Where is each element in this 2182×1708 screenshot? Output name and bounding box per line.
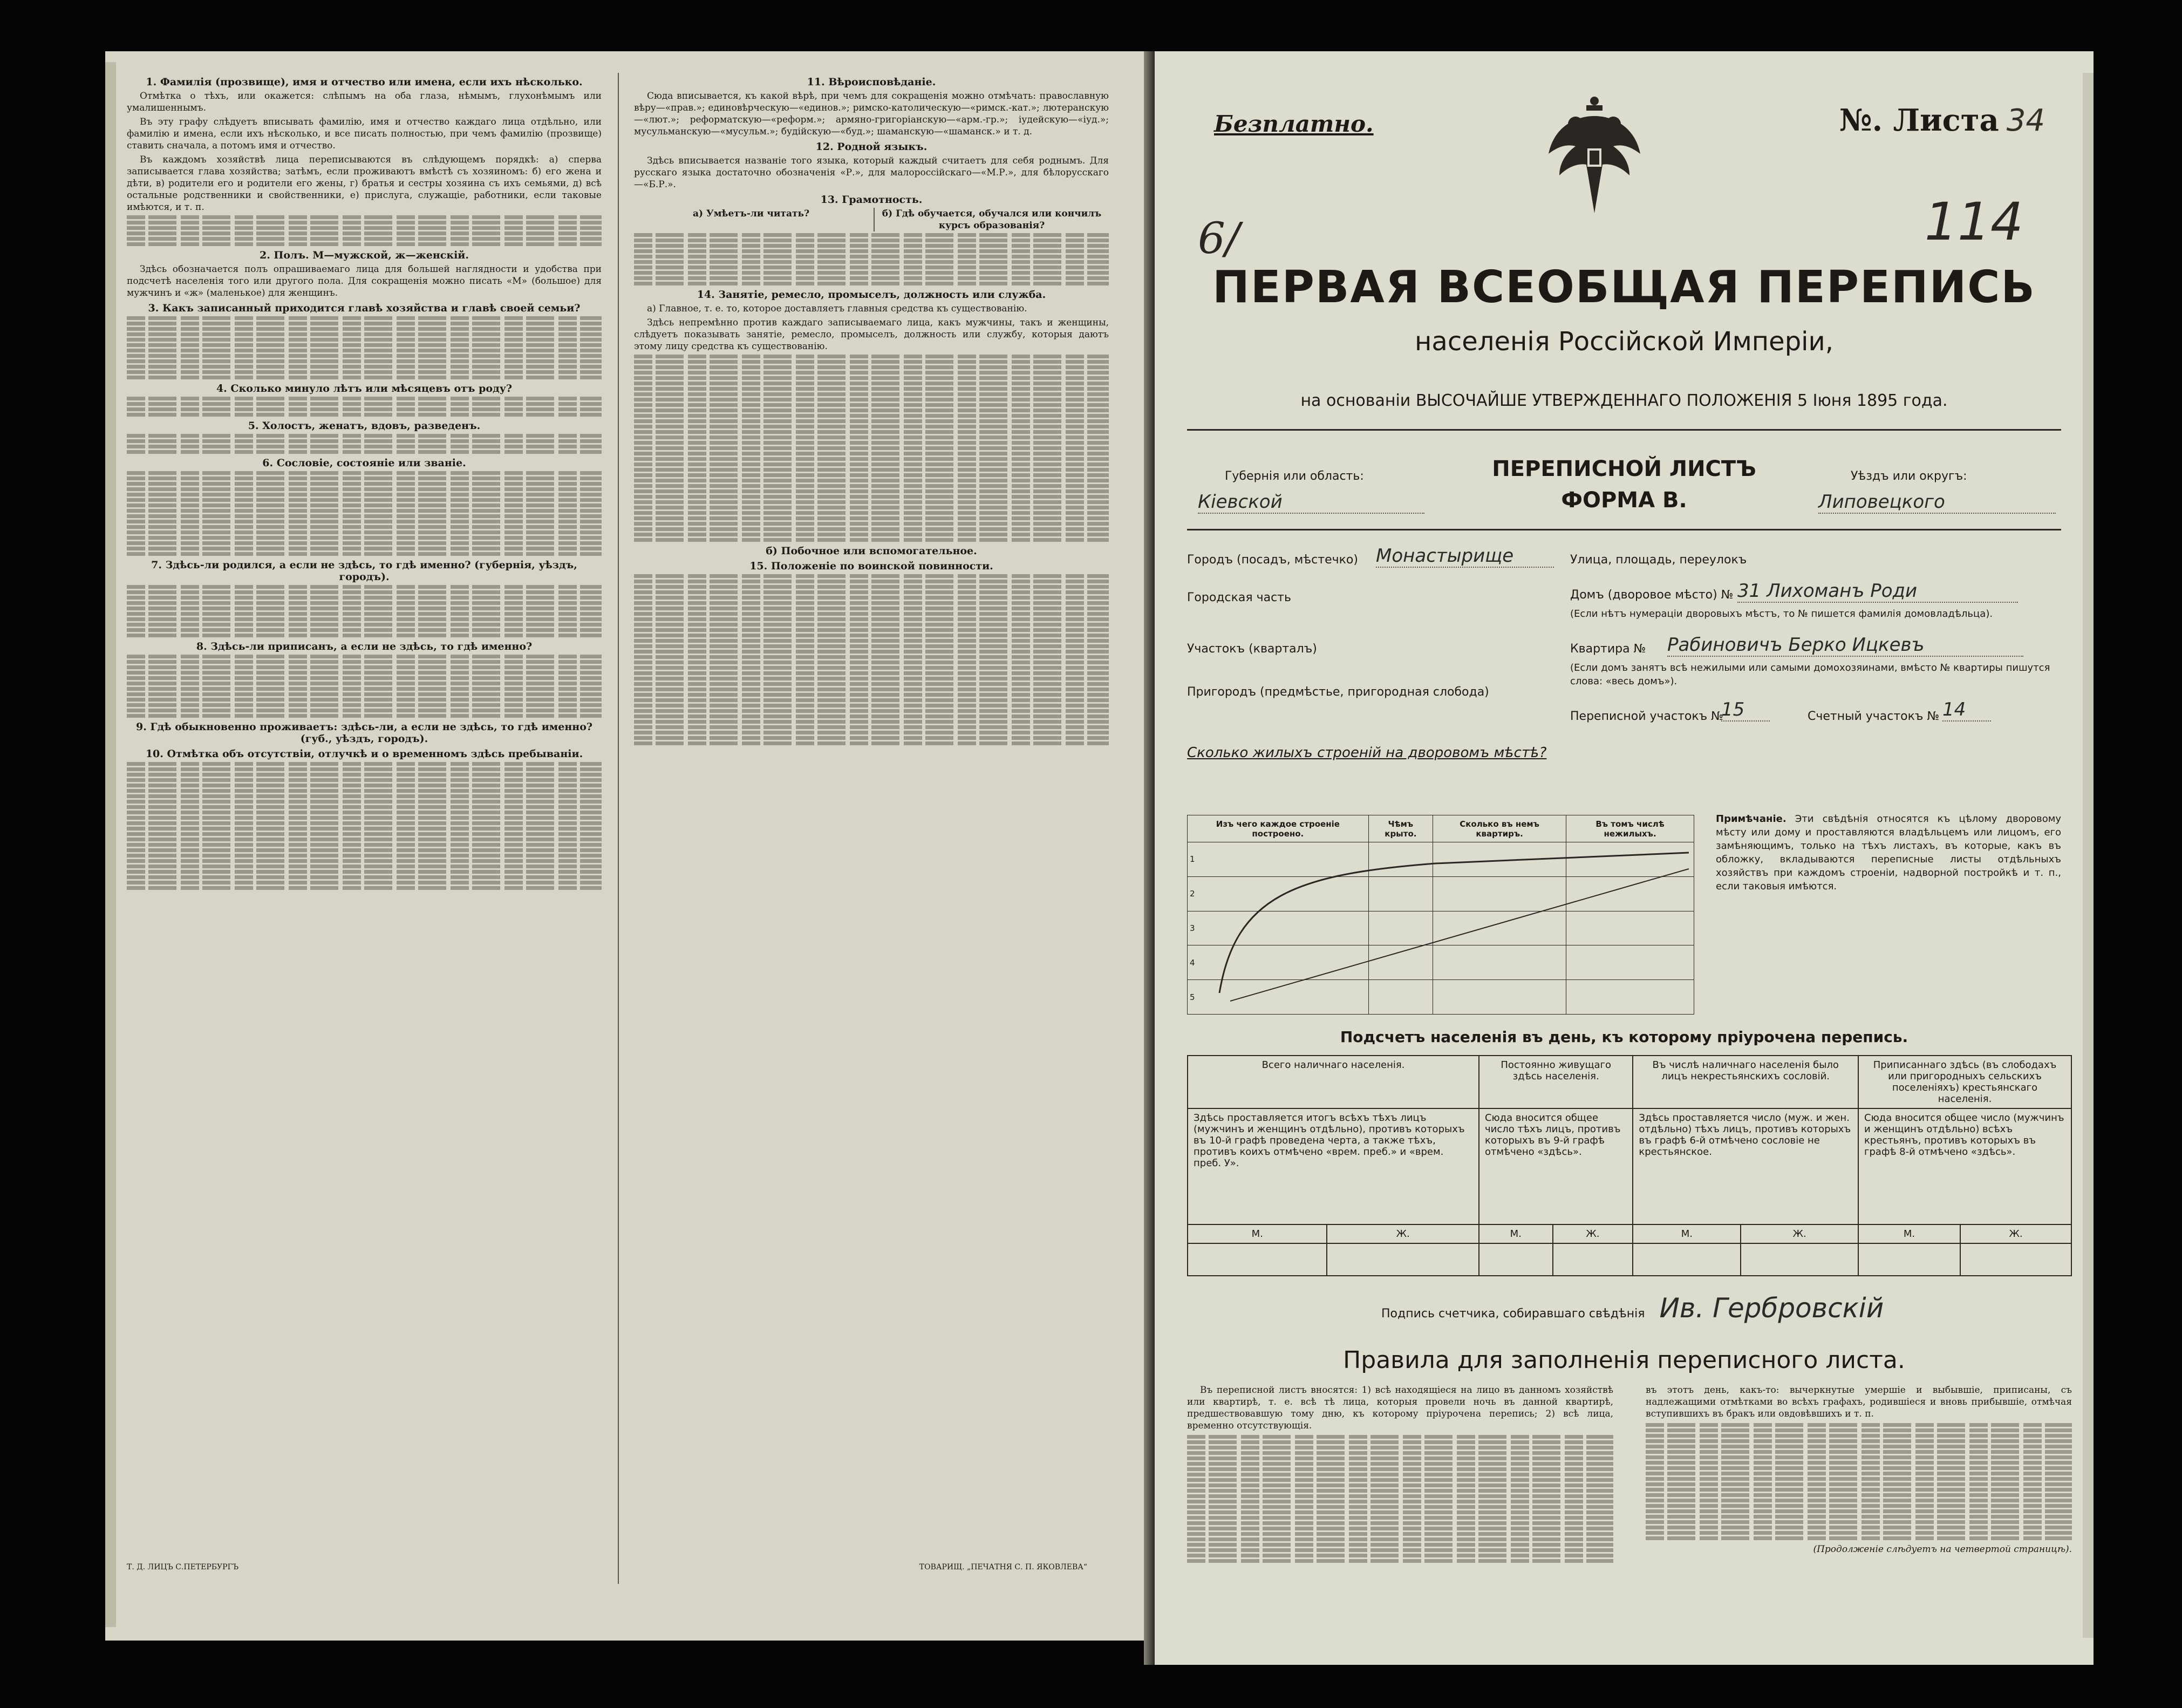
flat-note: (Если домъ занятъ всѣ нежилыми или самыми домохозяинами, вмѣсто № квартиры пишутся слова: «весь домъ»). bbox=[1570, 662, 2050, 687]
house-note: (Если нѣтъ нумераціи дворовыхъ мѣстъ, то № пишется фамилія домовладѣльца). bbox=[1570, 608, 1993, 620]
count-title: Подсчетъ населенія въ день, къ которому пріурочена перепись. bbox=[1340, 1028, 1908, 1046]
female-col: Ж. bbox=[1327, 1224, 1479, 1243]
header-rule bbox=[1187, 429, 2061, 431]
right-footer-printer: ТОВАРИЩ. „ПЕЧАТНЯ С. П. ЯКОВЛЕВА“ bbox=[919, 1563, 1087, 1571]
male-col: М. bbox=[1633, 1224, 1741, 1243]
female-col: Ж. bbox=[1553, 1224, 1633, 1243]
census-basis: на основаніи ВЫСОЧАЙШЕ УТВЕРЖДЕННАГО ПОЛОЖЕНІЯ 5 Іюня 1895 года. bbox=[1300, 391, 1948, 410]
province-value: Кіевской bbox=[1198, 491, 1424, 514]
sheet-number-value: 34 bbox=[2006, 103, 2045, 138]
dwellings-note bbox=[1716, 812, 2061, 893]
section-15-title: 15. Положеніе по воинской повинности. bbox=[749, 560, 993, 572]
rules-left-text: Въ переписной листъ вносятся: 1) всѣ находящіеся на лицо въ данномъ хозяйствѣ или квартирѣ, т. е. всѣ тѣ лица, которыя провели ночь въ данной квартирѣ, предшествовавшую тому дню, къ которому пріурочена перепись; 2) всѣ лица, временно отсутствующія. bbox=[1187, 1385, 1613, 1431]
census-section-value: 15 bbox=[1721, 699, 1770, 722]
left-column-2 bbox=[634, 73, 1109, 1584]
left-columns bbox=[127, 73, 1130, 1595]
note-text: Эти свѣдѣнія относятся къ цѣлому дворовому мѣсту или дому и проставляются владѣльцемъ или лицомъ, его замѣняющимъ, только на тѣхъ листахъ, въ которые, какъ въ обложку, вкладываются переписные листы отдѣльныхъ хозяйствъ при каждомъ строеніи, надворной постройкѣ и т. п., если таковыя имѣются. bbox=[1716, 813, 2061, 892]
enumerator-signature bbox=[1381, 1292, 1884, 1324]
count-header: Всего наличнаго населенія. bbox=[1188, 1056, 1479, 1108]
section-14-text: а) Главное, т. е. то, которое доставляетъ главныя средства къ существованію. bbox=[647, 303, 1027, 314]
town-label: Городъ (посадъ, мѣстечко) bbox=[1187, 553, 1358, 567]
right-page bbox=[1155, 51, 2094, 1665]
female-col: Ж. bbox=[1960, 1224, 2071, 1243]
section-3-title: 3. Какъ записанный приходится главѣ хозяйства и главѣ своей семьи? bbox=[148, 302, 581, 314]
dwell-header: Изъ чего каждое строеніе построено. bbox=[1188, 815, 1369, 842]
section-11-text: Сюда вписывается, къ какой вѣрѣ, при чемъ для сокращенія можно отмѣчать: православную вѣру—«прав.»; единовѣрческую—«единов.»; римско-католическую—«римск.-кат.»; лютеранскую—«лют.»; реформатскую—«реформ.»; армяно-григоріанскую—«арм.-гр.»; іудейскую—«іуд.»; мусульманскую—«мусульм.»; будійскую—«буд.»; шаманскую—«шаманск.» и т. д. bbox=[634, 91, 1109, 137]
rules-right-column bbox=[1646, 1384, 2072, 1555]
district-value: Липовецкого bbox=[1818, 491, 2056, 514]
census-subtitle: населенія Россійской Имперіи, bbox=[1415, 326, 1833, 357]
left-footer-printer: Т. Д. ЛИЦЪ С.ПЕТЕРБУРГЪ bbox=[127, 1563, 238, 1571]
dwell-header: Чѣмъ крыто. bbox=[1368, 815, 1433, 842]
section-14b-title: б) Побочное или вспомогательное. bbox=[766, 545, 977, 557]
street-label: Улица, площадь, переулокъ bbox=[1570, 553, 1747, 567]
rules-continued: (Продолженіе слѣдуетъ на четвертой страницѣ). bbox=[1813, 1544, 2072, 1555]
dwellings-question: Сколько жилыхъ строеній на дворовомъ мѣстѣ? bbox=[1187, 745, 1547, 761]
male-col: М. bbox=[1188, 1224, 1327, 1243]
section-12-title: 12. Родной языкъ. bbox=[815, 141, 928, 153]
male-col: М. bbox=[1858, 1224, 1960, 1243]
house-label: Домъ (дворовое мѣсто) № bbox=[1570, 588, 1734, 602]
section-1-title: 1. Фамилія (прозвище), имя и отчество или имена, если ихъ нѣсколько. bbox=[146, 76, 583, 88]
house-value: 31 Лихоманъ Роди bbox=[1737, 580, 2018, 603]
count-text: Здѣсь проставляется итогъ всѣхъ тѣхъ лицъ (мужчинъ и женщинъ отдѣльно), противъ которыхъ въ 10-й графѣ проведена черта, а также тѣхъ, противъ коихъ отмѣчено «врем. преб.» и «врем. преб. У». bbox=[1188, 1108, 1479, 1224]
section-2-text: Здѣсь обозначается полъ опрашиваемаго лица для большей наглядности и удобства при подсчетѣ населенія того или другого пола. Для сокращенія можно писать «М» (большое) для мужчинъ и «ж» (маленькое) для женщинъ. bbox=[127, 264, 602, 298]
count-header: Постоянно живущаго здѣсь населенія. bbox=[1479, 1056, 1633, 1108]
section-1-note: Отмѣтка о тѣхъ, или окажется: слѣпымъ на оба глаза, нѣмымъ, глухонѣмымъ или умалишеннымъ. bbox=[127, 91, 602, 113]
section-13a: а) Умѣетъ-ли читать? bbox=[692, 208, 810, 219]
flat-label: Квартира № bbox=[1570, 642, 1646, 656]
section-13b: б) Гдѣ обучается, обучался или кончилъ курсъ образованія? bbox=[874, 208, 1109, 232]
left-column-1 bbox=[127, 73, 602, 1584]
dwell-header: Сколько въ немъ квартиръ. bbox=[1433, 815, 1566, 842]
census-main-title: ПЕРВАЯ ВСЕОБЩАЯ ПЕРЕПИСЬ bbox=[1212, 262, 2036, 313]
section-14-title: 14. Занятіе, ремесло, промыселъ, должность или служба. bbox=[697, 289, 1046, 301]
section-7-title: 7. Здѣсь-ли родился, а если не здѣсь, то гдѣ именно? (губернія, уѣздъ, городъ). bbox=[151, 559, 577, 583]
town-value: Монастырище bbox=[1376, 545, 1554, 568]
city-part-label: Городская часть bbox=[1187, 591, 1291, 604]
province-label: Губернія или область: bbox=[1225, 469, 1364, 483]
rules-section bbox=[1187, 1384, 2072, 1638]
census-section-label: Переписной участокъ № bbox=[1570, 710, 1724, 723]
handwritten-mark: 6/ bbox=[1198, 213, 1240, 263]
count-text: Здѣсь проставляется число (муж. и жен. отдѣльно) тѣхъ лицъ, противъ которыхъ въ графѣ 6-й отмѣчено сословіе не крестьянское. bbox=[1633, 1108, 1858, 1224]
signature-value: Ив. Гербровскій bbox=[1659, 1292, 1884, 1324]
section-12-text: Здѣсь вписывается названіе того языка, который каждый считаетъ для себя роднымъ. Для русскаго языка достаточно обозначенія «Р.», для малороссійскаго—«М.Р.», для бѣлорусскаго—«Б.Р.». bbox=[634, 155, 1109, 190]
handwritten-number: 114 bbox=[1924, 192, 2023, 252]
rules-left-column bbox=[1187, 1384, 1613, 1564]
count-header: Приписаннаго здѣсь (въ слободахъ или пригородныхъ сельскихъ поселеніяхъ) крестьянскаго населенія. bbox=[1858, 1056, 2071, 1108]
double-headed-eagle-icon bbox=[1543, 94, 1646, 219]
section-2-title: 2. Полъ. М—мужской, ж—женскій. bbox=[259, 249, 469, 261]
section-14-text2: Здѣсь непремѣнно против каждаго записываемаго лица, какъ мужчины, такъ и женщины, слѣдуетъ показывать занятіе, ремесло, промыселъ, должность или службу, которыя даютъ этому лицу средства къ существованію. bbox=[634, 317, 1109, 352]
dwellings-table bbox=[1187, 815, 1694, 1015]
rules-title: Правила для заполненія переписного листа. bbox=[1343, 1346, 1905, 1374]
section-4-title: 4. Сколько минуло лѣтъ или мѣсяцевъ отъ роду? bbox=[216, 383, 513, 394]
dwell-row-number: 2 bbox=[1188, 876, 1369, 911]
form-heading-line1: ПЕРЕПИСНОЙ ЛИСТЪ bbox=[1492, 457, 1756, 481]
section-10-title: 10. Отмѣтка объ отсутствіи, отлучкѣ и о временномъ здѣсь пребываніи. bbox=[145, 748, 583, 760]
form-rule bbox=[1187, 529, 2061, 530]
count-text: Сюда вносится общее число тѣхъ лицъ, противъ которыхъ въ 9-й графѣ отмѣчено «здѣсь». bbox=[1479, 1108, 1633, 1224]
dwell-header: Въ томъ числѣ нежилыхъ. bbox=[1566, 815, 1694, 842]
section-9-title: 9. Гдѣ обыкновенно проживаетъ: здѣсь-ли, а если не здѣсь, то гдѣ именно? (губ., уѣздъ, городъ). bbox=[135, 721, 592, 745]
free-label: Безплатно. bbox=[1214, 111, 1374, 137]
count-section-label: Счетный участокъ № bbox=[1808, 710, 1940, 723]
dwell-row-number: 3 bbox=[1188, 911, 1369, 945]
suburb-label: Пригородъ (предмѣстье, пригородная слобода) bbox=[1187, 685, 1489, 699]
rules-right-text: въ этотъ день, какъ-то: вычеркнутые умершіе и выбывшіе, приписаны, съ надлежащими отмѣтками во всѣхъ графахъ, родившіеся и вновь прибывшіе, отмѣчая вступившихъ въ бракъ или овдовѣвшихъ и т. п. bbox=[1646, 1385, 2072, 1419]
count-section-value: 14 bbox=[1942, 699, 1991, 722]
note-title: Примѣчаніе. bbox=[1716, 813, 1786, 825]
dwell-row-number: 5 bbox=[1188, 980, 1369, 1015]
sheet-number-label: №. Листа bbox=[1839, 103, 1999, 138]
female-col: Ж. bbox=[1741, 1224, 1858, 1243]
male-col: М. bbox=[1479, 1224, 1553, 1243]
page-stack-edge bbox=[105, 62, 116, 1627]
sheet-number bbox=[1839, 103, 2045, 138]
district-label: Уѣздъ или округъ: bbox=[1851, 469, 1967, 483]
signature-label: Подпись счетчика, собиравшаго свѣдѣнія bbox=[1381, 1307, 1645, 1321]
section-6-title: 6. Сословіе, состояніе или званіе. bbox=[262, 457, 466, 469]
count-header: Въ числѣ наличнаго населенія было лицъ некрестьянскихъ сословій. bbox=[1633, 1056, 1858, 1108]
left-page bbox=[105, 51, 1157, 1641]
section-13-subheads bbox=[634, 208, 1109, 232]
population-count-table bbox=[1187, 1055, 2072, 1276]
section-5-title: 5. Холостъ, женатъ, вдовъ, разведенъ. bbox=[248, 420, 481, 432]
section-1-text: Въ эту графу слѣдуетъ вписывать фамилію, имя и отчество каждаго лица отдѣльно, или фамилію и имена, если ихъ нѣсколько, и все писать полностью, при чемъ фамилію (прозвище) ставить сначала, а потомъ имя и отчество. bbox=[127, 117, 602, 151]
section-13-title: 13. Грамотность. bbox=[820, 194, 923, 206]
column-divider bbox=[618, 73, 619, 1584]
section-label: Участокъ (кварталъ) bbox=[1187, 642, 1317, 656]
section-11-title: 11. Вѣроисповѣданіе. bbox=[807, 76, 936, 88]
section-1-order: Въ каждомъ хозяйствѣ лица переписываются въ слѣдующемъ порядкѣ: а) сперва записывается глава хозяйства; затѣмъ, если проживаютъ вмѣстѣ съ хозяиномъ: б) его жена и дѣти, в) родители его и родители его жены, г) братья и сестры хозяина съ ихъ семьями, д) всѣ остальные родственники и свойственники, е) прислуга, служащіе, работники, если таковые имѣются, и т. п. bbox=[127, 154, 602, 213]
dwell-row-number: 1 bbox=[1188, 842, 1369, 877]
count-text: Сюда вносится общее число (мужчинъ и женщинъ отдѣльно) всѣхъ крестьянъ, противъ которыхъ въ графѣ 8-й отмѣчено «здѣсь». bbox=[1858, 1108, 2071, 1224]
flat-value: Рабиновичъ Берко Ицкевъ bbox=[1667, 634, 2023, 657]
form-heading-line2: ФОРМА В. bbox=[1561, 488, 1687, 513]
section-8-title: 8. Здѣсь-ли приписанъ, а если не здѣсь, то гдѣ именно? bbox=[196, 641, 533, 652]
dwell-row-number: 4 bbox=[1188, 945, 1369, 980]
